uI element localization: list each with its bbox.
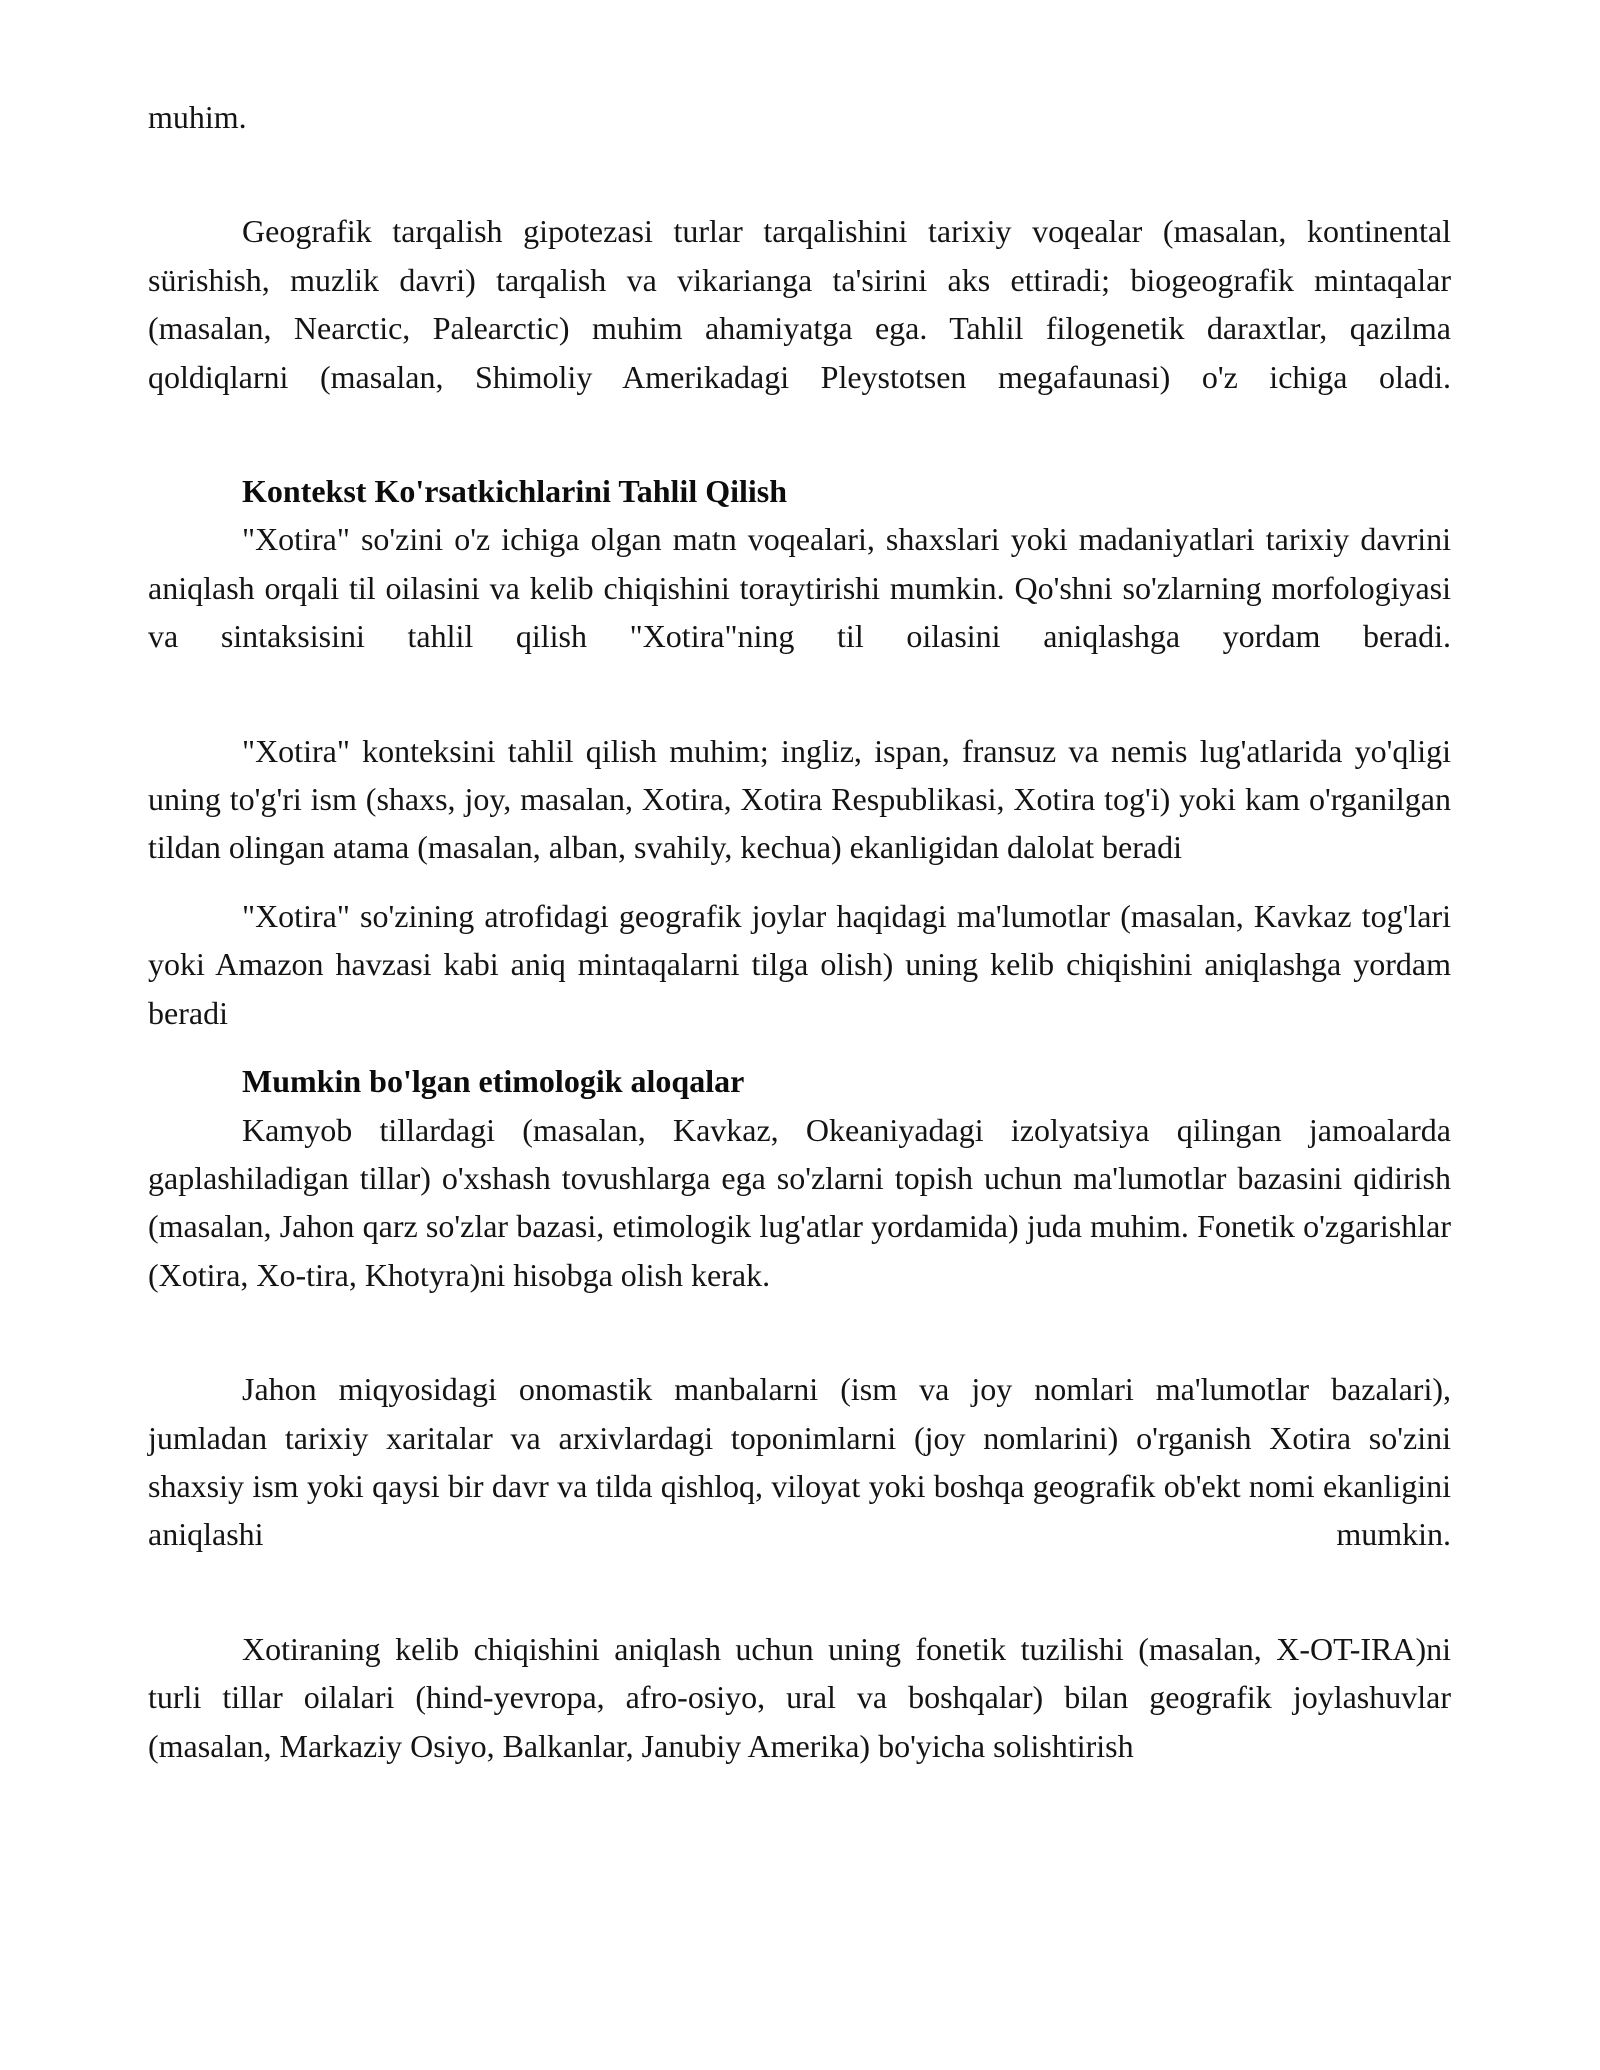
paragraph-xotiraning-kelib-chiqishi: Xotiraning kelib chiqishini aniqlash uchun uning fonetik tuzilishi (masalan, X-OT-IRA)ni turli tillar oilalari (hind-yevropa, afro-osiyo, ural va boshqalar) bilan geografik joylashuvlar (masalan, Markaziy Osiyo, Balkanlar, Janubiy Amerika) bo'yicha solishtirish	[148, 1630, 1451, 1764]
paragraph-continuation: muhim.	[148, 99, 247, 135]
document-body	[148, 93, 1451, 1770]
heading-kontekst: Kontekst Ko'rsatkichlarini Tahlil Qilish	[242, 473, 788, 510]
paragraph-geografik-joylar: "Xotira" so'zining atrofidagi geografik joylar haqidagi ma'lumotlar (masalan, Kavkaz tog'lari yoki Amazon havzasi kabi aniq mintaqalarni tilga olish) uning kelib chiqishini aniqlashga yordam beradi	[148, 897, 1451, 1031]
heading-etimologik: Mumkin bo'lgan etimologik aloqalar	[242, 1063, 745, 1100]
paragraph-xotira-matn: "Xotira" so'zini o'z ichiga olgan matn voqealari, shaxslari yoki madaniyatlari tarixiy davrini aniqlash orqali til oilasini va kelib chiqishini toraytirishi mumkin. Qo'shni so'zlarning morfologiyasi va sintaksisini tahlil qilish "Xotira"ning til oilasini aniqlashga yordam beradi.	[148, 521, 1451, 655]
paragraph-jahon-onomastik: Jahon miqyosidagi onomastik manbalarni (ism va joy nomlari ma'lumotlar bazalari), jumladan tarixiy xaritalar va arxivlardagi toponimlarni (joy nomlarini) o'rganish Xotira so'zini shaxsiy ism yoki qaysi bir davr va tilda qishloq, viloyat yoki boshqa geografik ob'ekt nomi ekanligini aniqlashi mumkin.	[148, 1371, 1451, 1553]
paragraph-geografik-tarqalish: Geografik tarqalish gipotezasi turlar tarqalishini tarixiy voqealar (masalan, kontinental sürishish, muzlik davri) tarqalish va vikarianga ta'sirini aks ettiradi; biogeografik mintaqalar (masalan, Nearctic, Palearctic) muhim ahamiyatga ega. Tahlil filogenetik daraxtlar, qazilma qoldiqlarni (masalan, Shimoliy Amerikadagi Pleystotsen megafaunasi) o'z ichiga oladi.	[148, 213, 1451, 395]
paragraph-kamyob-tillar: Kamyob tillardagi (masalan, Kavkaz, Okeaniyadagi izolyatsiya qilingan jamoalarda gaplashiladigan tillar) o'xshash tovushlarga ega so'zlarni topish uchun ma'lumotlar bazasini qidirish (masalan, Jahon qarz so'zlar bazasi, etimologik lug'atlar yordamida) juda muhim. Fonetik o'zgarishlar (Xotira, Xo-tira, Khotyra)ni hisobga olish kerak.	[148, 1111, 1451, 1293]
paragraph-konteks-tahlil: "Xotira" konteksini tahlil qilish muhim; ingliz, ispan, fransuz va nemis lug'atlarida yo'qligi uning to'g'ri ism (shaxs, joy, masalan, Xotira, Xotira Respublikasi, Xotira tog'i) yoki kam o'rganilgan tildan olingan atama (masalan, alban, svahily, kechua) ekanligidan dalolat beradi	[148, 732, 1451, 866]
